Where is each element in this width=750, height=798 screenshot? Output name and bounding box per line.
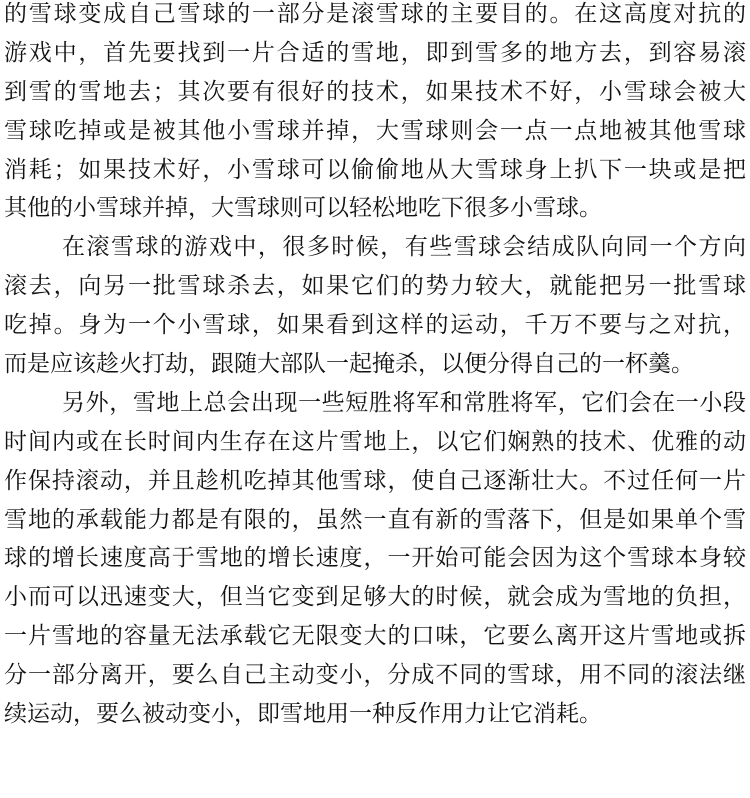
text-line: 小而可以迅速变大，但当它变到足够大的时候，就会成为雪地的负担，	[4, 584, 746, 611]
text-line: 滚去，向另一批雪球杀去，如果它们的势力较大，就能把另一批雪球	[4, 273, 746, 300]
text-line: 雪地的承载能力都是有限的，虽然一直有新的雪落下，但是如果单个雪	[4, 506, 746, 533]
text-line: 作保持滚动，并且趁机吃掉其他雪球，使自己逐渐壮大。不过任何一片	[4, 467, 746, 494]
text-line: 吃掉。身为一个小雪球，如果看到这样的运动，千万不要与之对抗，	[4, 312, 746, 339]
text-line: 球的增长速度高于雪地的增长速度，一开始可能会因为这个雪球本身较	[4, 545, 746, 572]
text-line: 到雪的雪地去；其次要有很好的技术，如果技术不好，小雪球会被大	[4, 78, 746, 105]
text-line: 其他的小雪球并掉，大雪球则可以轻松地吃下很多小雪球。	[4, 195, 602, 222]
text-line: 时间内或在长时间内生存在这片雪地上，以它们娴熟的技术、优雅的动	[4, 428, 746, 455]
paragraph-start-line: 另外，雪地上总会出现一些短胜将军和常胜将军，它们会在一小段	[62, 389, 746, 416]
text-line: 游戏中，首先要找到一片合适的雪地，即到雪多的地方去，到容易滚	[4, 39, 746, 66]
text-line: 的雪球变成自己雪球的一部分是滚雪球的主要目的。在这高度对抗的	[4, 1, 746, 27]
text-line: 续运动，要么被动变小，即雪地用一种反作用力让它消耗。	[4, 701, 602, 728]
text-line: 分一部分离开，要么自己主动变小，分成不同的雪球，用不同的滚法继	[4, 662, 746, 689]
paragraph-start-line: 在滚雪球的游戏中，很多时候，有些雪球会结成队向同一个方向	[62, 234, 746, 261]
text-line: 一片雪地的容量无法承载它无限变大的口味，它要么离开这片雪地或拆	[4, 623, 746, 650]
text-line: 消耗；如果技术好，小雪球可以偷偷地从大雪球身上扒下一块或是把	[4, 156, 746, 183]
text-line: 雪球吃掉或是被其他小雪球并掉，大雪球则会一点一点地被其他雪球	[4, 117, 746, 144]
text-line: 而是应该趁火打劫，跟随大部队一起掩杀，以便分得自己的一杯羹。	[4, 351, 694, 378]
